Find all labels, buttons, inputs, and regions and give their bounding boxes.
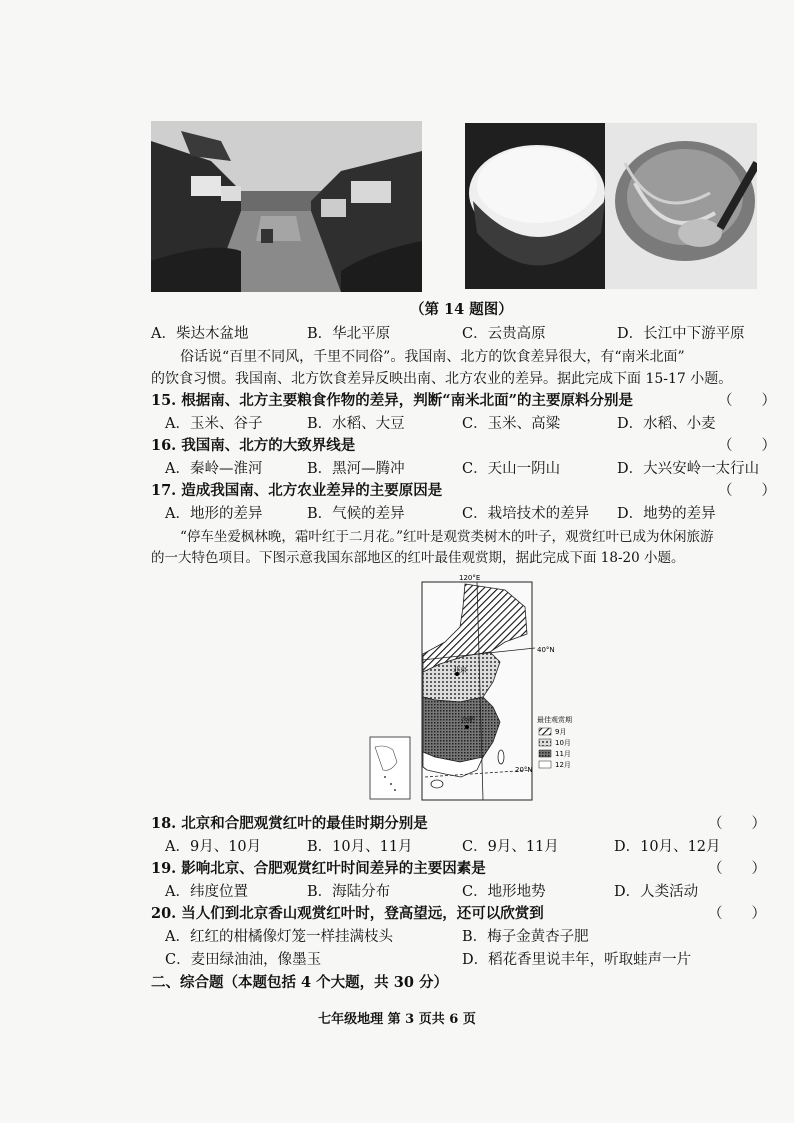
canal-town-photo: [151, 121, 422, 292]
q14-option-a: A．柴达木盆地: [151, 326, 249, 342]
page-footer: 七年级地理 第 3 页共 6 页: [318, 1012, 476, 1027]
legend-swatch-dec: [539, 761, 551, 768]
lat40-label: 40°N: [537, 646, 555, 654]
legend-label-dec: 12月: [555, 761, 571, 769]
figure14-caption: （第 14 题图）: [410, 301, 513, 318]
q15-stem: 15. 根据南、北方主要粮食作物的差异，判断“南米北面”的主要原料分别是: [151, 392, 633, 409]
inset-map: [370, 737, 410, 799]
lon-label: 120°E: [459, 574, 481, 582]
q14-option-c: C．云贵高原: [462, 326, 546, 342]
q16-option-c: C．天山一阴山: [462, 461, 561, 477]
q20-answer-paren: （ ）: [708, 906, 766, 922]
q17-option-d: D．地势的差异: [617, 506, 716, 522]
q18-option-c: C．9月、11月: [462, 839, 559, 855]
q20-option-b: B．梅子金黄杏子肥: [462, 929, 589, 945]
intro18-line2: 的一大特色项目。下图示意我国东部地区的红叶最佳观赏期，据此完成下面 18-20 小题。: [151, 550, 685, 566]
red-leaves-map: [365, 572, 615, 804]
q16-stem: 16. 我国南、北方的大致界线是: [151, 437, 356, 454]
q18-option-b: B．10月、11月: [307, 839, 413, 855]
q19-option-d: D．人类活动: [614, 884, 699, 900]
hainan-island: [431, 780, 443, 788]
legend-swatch-nov: [539, 750, 551, 757]
legend-title: 最佳观赏期: [537, 716, 572, 724]
legend-label-oct: 10月: [555, 739, 571, 747]
q20-option-c: C．麦田绿油油，像墨玉: [165, 952, 322, 968]
q20-option-d: D．稻花香里说丰年，听取蛙声一片: [462, 952, 692, 968]
q18-answer-paren: （ ）: [708, 816, 766, 832]
legend-label-sep: 9月: [555, 728, 567, 736]
q19-option-c: C．地形地势: [462, 884, 546, 900]
intro18-line1: “停车坐爱枫林晚，霜叶红于二月花。”红叶是观赏类树木的叶子，观赏红叶已成为休闲旅游: [180, 529, 714, 545]
q18-stem: 18. 北京和合肥观赏红叶的最佳时期分别是: [151, 815, 428, 832]
q19-answer-paren: （ ）: [708, 861, 766, 877]
q16-option-a: A．秦岭—淮河: [165, 461, 263, 477]
q16-option-b: B．黑河—腾冲: [307, 461, 405, 477]
hefei-label: 合肥: [461, 716, 475, 724]
section2-title: 二、综合题（本题包括 4 个大题，共 30 分）: [151, 974, 448, 991]
q17-answer-paren: （ ）: [718, 483, 776, 499]
intro15-line1: 俗话说“百里不同风，千里不同俗”。我国南、北方的饮食差异很大，有“南米北面”: [180, 349, 685, 365]
q17-option-b: B．气候的差异: [307, 506, 405, 522]
q19-stem: 19. 影响北京、合肥观赏红叶时间差异的主要因素是: [151, 860, 486, 877]
hefei-marker: [465, 725, 469, 729]
q19-option-a: A．纬度位置: [165, 884, 248, 900]
q16-answer-paren: （ ）: [718, 438, 776, 454]
taiwan-island: [498, 750, 504, 764]
beijing-label: 北京: [453, 666, 467, 674]
q16-option-d: D．大兴安岭一太行山: [617, 461, 760, 477]
legend-swatch-sep: [539, 728, 551, 735]
q15-option-c: C．玉米、高粱: [462, 416, 561, 432]
q18-option-d: D．10月、12月: [614, 839, 721, 855]
q17-option-a: A．地形的差异: [165, 506, 263, 522]
q14-option-b: B．华北平原: [307, 326, 391, 342]
q15-option-a: A．玉米、谷子: [165, 416, 263, 432]
q17-option-c: C．栽培技术的差异: [462, 506, 590, 522]
q15-option-b: B．水稻、大豆: [307, 416, 405, 432]
q20-stem: 20. 当人们到北京香山观赏红叶时，登高望远，还可以欣赏到: [151, 905, 544, 922]
q18-option-a: A．9月、10月: [165, 839, 262, 855]
q15-option-d: D．水稻、小麦: [617, 416, 716, 432]
rice-noodles-photo: [465, 123, 757, 289]
q14-option-d: D．长江中下游平原: [617, 326, 745, 342]
q17-stem: 17. 造成我国南、北方农业差异的主要原因是: [151, 482, 443, 499]
q15-answer-paren: （ ）: [718, 393, 776, 409]
q19-option-b: B．海陆分布: [307, 884, 391, 900]
legend-label-nov: 11月: [555, 750, 571, 758]
legend-swatch-oct: [539, 739, 551, 746]
intro15-line2: 的饮食习惯。我国南、北方饮食差异反映出南、北方农业的差异。据此完成下面 15-17 小题。: [151, 371, 733, 387]
q20-option-a: A．红红的柑橘像灯笼一样挂满枝头: [165, 929, 393, 945]
lat20-label: 20°N: [515, 766, 533, 774]
